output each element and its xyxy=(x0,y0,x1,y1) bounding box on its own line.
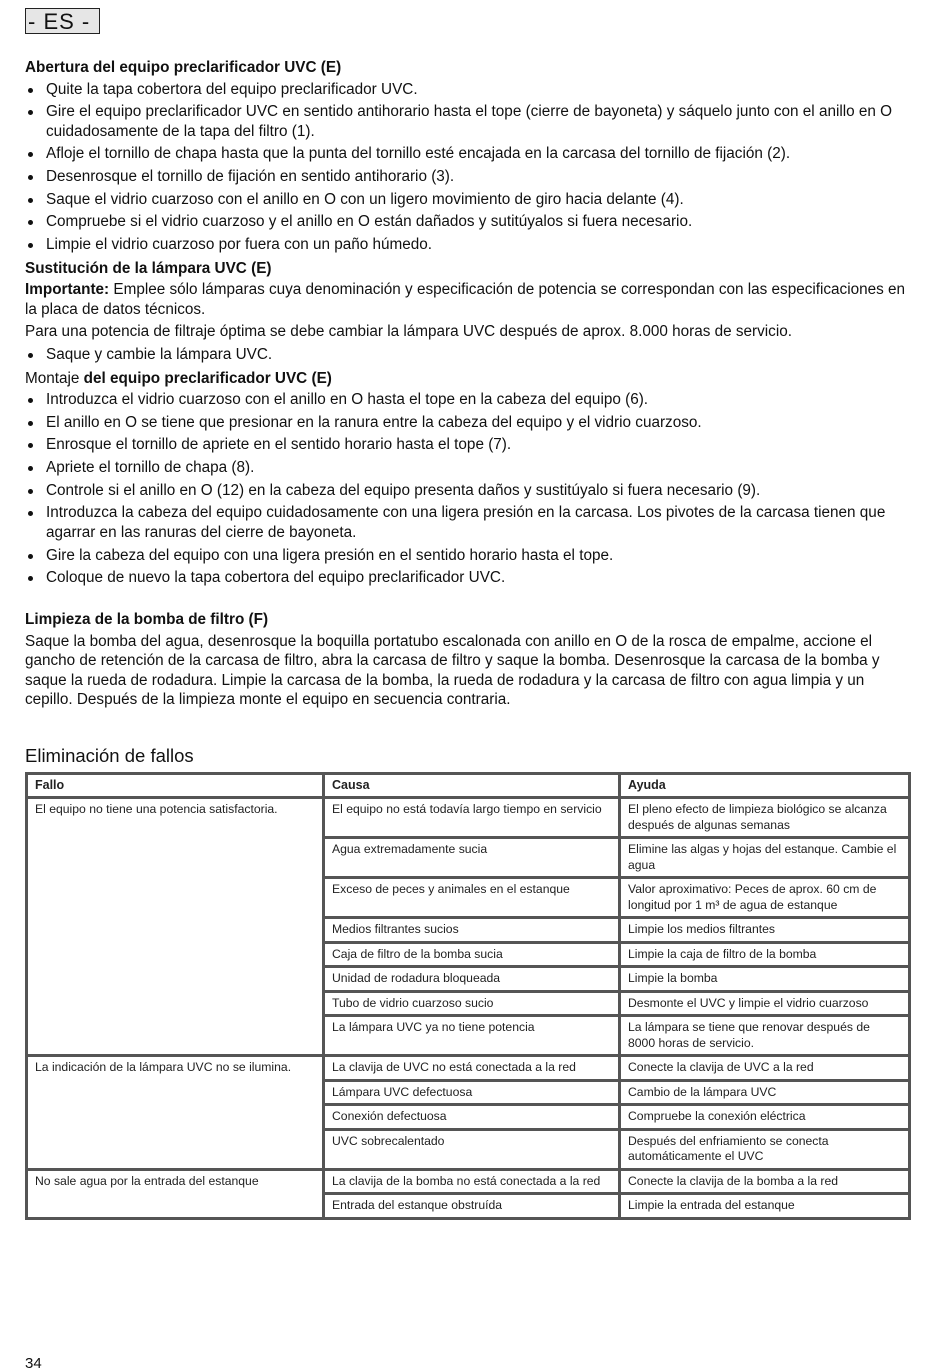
table-row xyxy=(27,1056,910,1081)
important-note xyxy=(25,280,913,319)
list-item: El anillo en O se tiene que presionar en la ranura entre la cabeza del equipo y el vidrio cuarzoso. xyxy=(25,413,913,433)
cause-cell: UVC sobrecalentado xyxy=(324,1129,620,1169)
fault-cell xyxy=(27,878,324,918)
list-item: Saque el vidrio cuarzoso con el anillo en O con un ligero movimiento de giro hacia delante (4). xyxy=(25,190,913,210)
table-row xyxy=(27,1129,910,1169)
fault-cell xyxy=(27,1105,324,1130)
section-heading-mount xyxy=(25,368,913,391)
mount-steps-list xyxy=(25,390,913,588)
list-item: Compruebe si el vidrio cuarzoso y el anillo en O están dañados y sutitúyalos si fuera necesario. xyxy=(25,212,913,232)
table-row xyxy=(27,1105,910,1130)
pump-cleaning-text: Saque la bomba del agua, desenrosque la boquilla portatubo escalonada con anillo en O de la rosca de empalme, accione el gancho de retención de la carcasa de filtro, abra la carcasa de filtro y saque la bomba. Desenrosque la carcasa de la bomba y saque la rueda de rodadura. Limpie la carcasa de la bomba, la rueda de rodadura y la carcasa de filtro con agua limpia y un cepillo. Después de la limpieza monte el equipo en secuencia contraria. xyxy=(25,632,880,708)
page-content xyxy=(25,57,913,1220)
help-cell: Limpie la bomba xyxy=(620,967,910,992)
cause-cell: Lámpara UVC defectuosa xyxy=(324,1080,620,1105)
list-item: Introduzca el vidrio cuarzoso con el anillo en O hasta el tope en la cabeza del equipo (6). xyxy=(25,390,913,410)
help-cell: Elimine las algas y hojas del estanque. Cambie el agua xyxy=(620,838,910,878)
lamp-interval-paragraph: Para una potencia de filtraje óptima se debe cambiar la lámpara UVC después de aprox. 8.000 horas de servicio. xyxy=(25,323,792,341)
list-item: Coloque de nuevo la tapa cobertora del equipo preclarificador UVC. xyxy=(25,568,913,588)
page-number: 34 xyxy=(25,1355,42,1372)
help-cell: Desmonte el UVC y limpie el vidrio cuarzoso xyxy=(620,991,910,1016)
cause-cell: Tubo de vidrio cuarzoso sucio xyxy=(324,991,620,1016)
cause-cell: La lámpara UVC ya no tiene potencia xyxy=(324,1016,620,1056)
cause-cell: Unidad de rodadura bloqueada xyxy=(324,967,620,992)
table-row xyxy=(27,1016,910,1056)
table-body xyxy=(27,798,910,1219)
table-row xyxy=(27,991,910,1016)
section-heading-lamp: Sustitución de la lámpara UVC (E) xyxy=(25,259,272,277)
lamp-steps-list xyxy=(25,345,913,365)
header-cause: Causa xyxy=(324,773,620,798)
list-item: Desenrosque el tornillo de fijación en sentido antihorario (3). xyxy=(25,167,913,187)
list-item: Introduzca la cabeza del equipo cuidadosamente con una ligera presión en la carcasa. Los pivotes de la carcasa tienen que agarrar en las ranuras del cierre de bayoneta. xyxy=(25,503,913,542)
cause-cell: La clavija de UVC no está conectada a la red xyxy=(324,1056,620,1081)
table-row xyxy=(27,1194,910,1219)
table-row xyxy=(27,878,910,918)
important-text: Emplee sólo lámparas cuya denominación y especificación de potencia se correspondan con las especificaciones en la placa de datos técnicos. xyxy=(25,281,906,318)
cause-cell: Agua extremadamente sucia xyxy=(324,838,620,878)
fault-cell: La indicación de la lámpara UVC no se ilumina. xyxy=(27,1056,324,1081)
fault-cell xyxy=(27,1016,324,1056)
cause-cell: Medios filtrantes sucios xyxy=(324,918,620,943)
cause-cell: El equipo no está todavía largo tiempo en servicio xyxy=(324,798,620,838)
table-row xyxy=(27,942,910,967)
table-header-row xyxy=(27,773,910,798)
help-cell: Cambio de la lámpara UVC xyxy=(620,1080,910,1105)
list-item: Afloje el tornillo de chapa hasta que la punta del tornillo esté encajada en la carcasa del tornillo de fijación (2). xyxy=(25,144,913,164)
fault-cell xyxy=(27,991,324,1016)
help-cell: Después del enfriamiento se conecta automáticamente el UVC xyxy=(620,1129,910,1169)
table-row xyxy=(27,1080,910,1105)
fault-cell xyxy=(27,967,324,992)
fault-cell: El equipo no tiene una potencia satisfactoria. xyxy=(27,798,324,838)
section-heading-pump: Limpieza de la bomba de filtro (F) xyxy=(25,611,269,628)
help-cell: El pleno efecto de limpieza biológico se alcanza después de algunas semanas xyxy=(620,798,910,838)
help-cell: Valor aproximativo: Peces de aprox. 60 cm de longitud por 1 m³ de agua de estanque xyxy=(620,878,910,918)
fault-cell xyxy=(27,918,324,943)
cause-cell: Conexión defectuosa xyxy=(324,1105,620,1130)
fault-cell xyxy=(27,838,324,878)
header-help: Ayuda xyxy=(620,773,910,798)
table-row xyxy=(27,918,910,943)
help-cell: Limpie los medios filtrantes xyxy=(620,918,910,943)
troubleshooting-title: Eliminación de fallos xyxy=(25,744,194,766)
help-cell: La lámpara se tiene que renovar después de 8000 horas de servicio. xyxy=(620,1016,910,1056)
mount-title-bold: del equipo preclarificador UVC (E) xyxy=(83,369,332,387)
cause-cell: Caja de filtro de la bomba sucia xyxy=(324,942,620,967)
troubleshooting-table xyxy=(25,772,911,1220)
list-item: Quite la tapa cobertora del equipo preclarificador UVC. xyxy=(25,80,913,100)
cause-cell: La clavija de la bomba no está conectada a la red xyxy=(324,1169,620,1194)
cause-cell: Exceso de peces y animales en el estanque xyxy=(324,878,620,918)
fault-cell xyxy=(27,1080,324,1105)
table-row xyxy=(27,967,910,992)
language-tag: - ES - xyxy=(25,8,100,34)
important-label: Importante: xyxy=(25,281,110,299)
cause-cell: Entrada del estanque obstruída xyxy=(324,1194,620,1219)
help-cell: Conecte la clavija de UVC a la red xyxy=(620,1056,910,1081)
list-item: Apriete el tornillo de chapa (8). xyxy=(25,458,913,478)
list-item: Enrosque el tornillo de apriete en el sentido horario hasta el tope (7). xyxy=(25,435,913,455)
help-cell: Conecte la clavija de la bomba a la red xyxy=(620,1169,910,1194)
header-fault: Fallo xyxy=(27,773,324,798)
list-item: Gire la cabeza del equipo con una ligera presión en el sentido horario hasta el tope. xyxy=(25,546,913,566)
mount-title-plain: Montaje xyxy=(25,369,84,387)
open-steps-list xyxy=(25,80,913,255)
help-cell: Limpie la entrada del estanque xyxy=(620,1194,910,1219)
fault-cell: No sale agua por la entrada del estanque xyxy=(27,1169,324,1194)
section-heading-open: Abertura del equipo preclarificador UVC (E) xyxy=(25,59,342,76)
list-item: Saque y cambie la lámpara UVC. xyxy=(25,345,913,365)
help-cell: Limpie la caja de filtro de la bomba xyxy=(620,942,910,967)
table-row xyxy=(27,798,910,838)
help-cell: Compruebe la conexión eléctrica xyxy=(620,1105,910,1130)
table-row xyxy=(27,838,910,878)
fault-cell xyxy=(27,1129,324,1169)
table-row xyxy=(27,1169,910,1194)
list-item: Controle si el anillo en O (12) en la cabeza del equipo presenta daños y sustitúyalo si fuera necesario (9). xyxy=(25,481,913,501)
list-item: Limpie el vidrio cuarzoso por fuera con un paño húmedo. xyxy=(25,235,913,255)
list-item: Gire el equipo preclarificador UVC en sentido antihorario hasta el tope (cierre de bayoneta) y sáquelo junto con el anillo en O cuidadosamente de la tapa del filtro (1). xyxy=(25,102,913,141)
fault-cell xyxy=(27,1194,324,1219)
fault-cell xyxy=(27,942,324,967)
